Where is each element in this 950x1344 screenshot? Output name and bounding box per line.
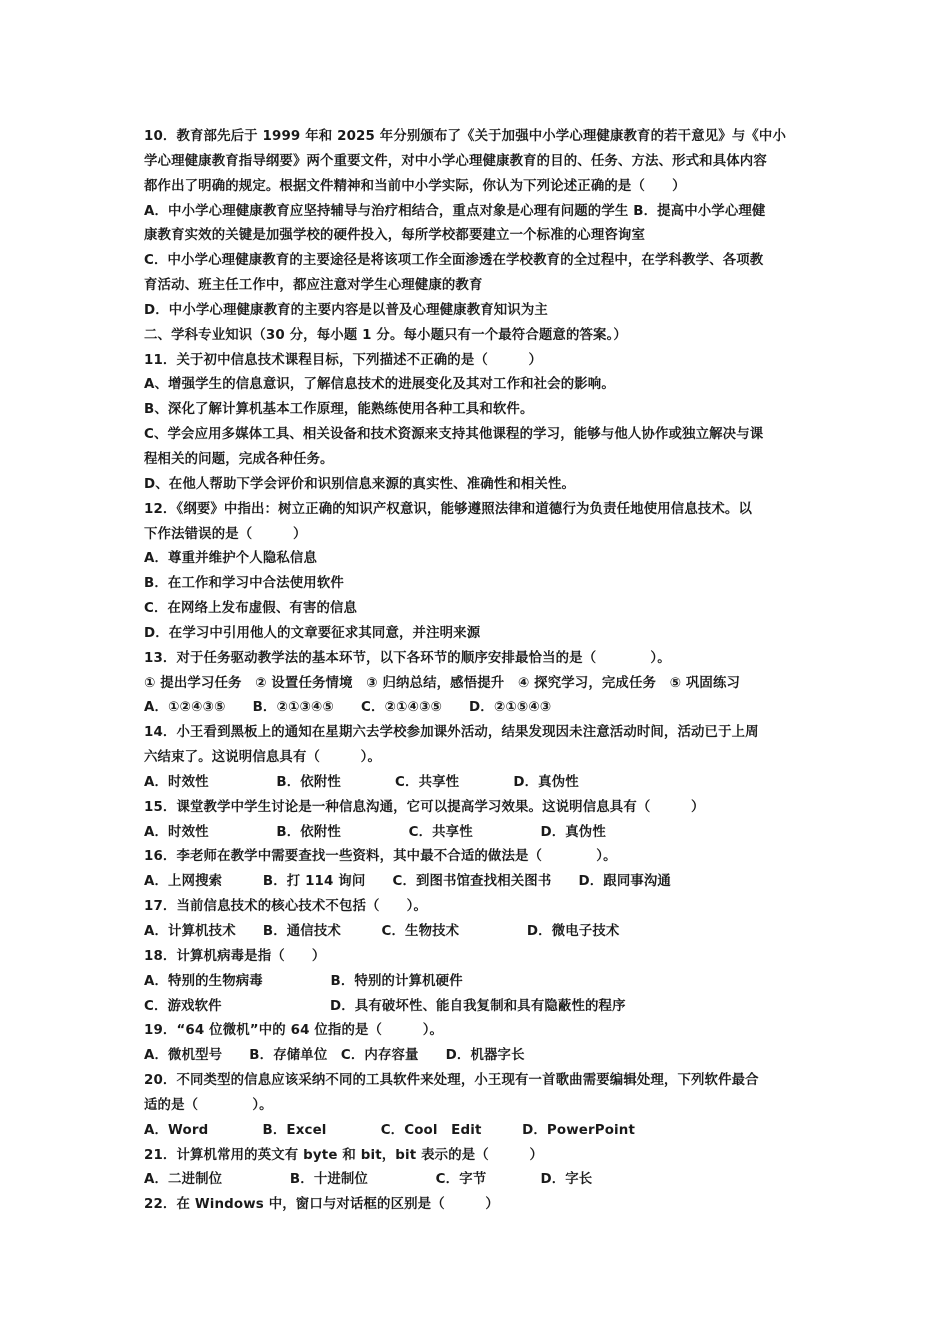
text-line: A．计算机技术 B．通信技术 C．生物技术 D．微电子技术 xyxy=(144,924,620,939)
text-line: 下作法错误的是（ ） xyxy=(144,526,307,542)
text-line: A．Word B．Excel C．Cool Edit D．PowerPoint xyxy=(144,1122,636,1138)
text-line: A．上网搜索 B．打 114 询问 C．到图书馆查找相关图书 D．跟同事沟通 xyxy=(144,874,671,890)
text-line: A．二进制位 B．十进制位 C．字节 D．字长 xyxy=(144,1172,593,1188)
text-line: D．中小学心理健康教育的主要内容是以普及心理健康教育知识为主 xyxy=(144,302,548,318)
text-line: 22．在 Windows 中，窗口与对话框的区别是（ ） xyxy=(144,1197,499,1213)
text-line: C．游戏软件 D．具有破坏性、能自我复制和具有隐蔽性的程序 xyxy=(144,998,626,1014)
text-line: 12．《纲要》中指出：树立正确的知识产权意识，能够遵照法律和道德行为负责任地使用信息技术。以 xyxy=(144,501,753,517)
text-line: C．在网络上发布虚假、有害的信息 xyxy=(144,601,358,617)
text-line: 学心理健康教育指导纲要》两个重要文件，对中小学心理健康教育的目的、任务、方法、形式和具体内容 xyxy=(144,153,767,169)
text-line: A．中小学心理健康教育应坚持辅导与治疗相结合，重点对象是心理有问题的学生 B．提高中小学心理健 xyxy=(144,203,766,219)
text-line: 14．小王看到黑板上的通知在星期六去学校参加课外活动，结果发现因未注意活动时间，活动已于上周 xyxy=(144,725,759,741)
section-heading: 二、学科专业知识（30 分，每小题 1 分。每小题只有一个最符合题意的答案。） xyxy=(144,327,627,343)
text-line: D．在学习中引用他人的文章要征求其同意，并注明来源 xyxy=(144,625,481,641)
text-line: 适的是（ ）。 xyxy=(144,1097,273,1113)
text-line: 17．当前信息技术的核心技术不包括（ ）。 xyxy=(144,899,428,915)
text-line: 11．关于初中信息技术课程目标，下列描述不正确的是（ ） xyxy=(144,352,543,368)
text-line: A．时效性 B．依附性 C．共享性 D．真伪性 xyxy=(144,774,579,790)
text-line: 育活动、班主任工作中，都应注意对学生心理健康的教育 xyxy=(144,278,483,294)
text-line: 康教育实效的关键是加强学校的硬件投入，每所学校都要建立一个标准的心理咨询室 xyxy=(144,228,646,244)
text-line: A．时效性 B．依附性 C．共享性 D．真伪性 xyxy=(144,824,606,840)
text-line: C．中小学心理健康教育的主要途径是将该项工作全面渗透在学校教育的全过程中，在学科教学、各项教 xyxy=(144,253,764,269)
text-line: 18．计算机病毒是指（ ） xyxy=(144,948,326,964)
text-line: ① 提出学习任务 ② 设置任务情境 ③ 归纳总结，感悟提升 ④ 探究学习，完成任务 ⑤ 巩固练习 xyxy=(144,675,741,691)
text-line: 19．“64 位微机”中的 64 位指的是（ ）。 xyxy=(144,1023,444,1039)
text-line: A．特别的生物病毒 B．特别的计算机硬件 xyxy=(144,973,463,989)
text-line: D、在他人帮助下学会评价和识别信息来源的真实性、准确性和相关性。 xyxy=(144,476,576,492)
text-line: 20．不同类型的信息应该采纳不同的工具软件来处理，小王现有一首歌曲需要编辑处理，下列软件最合 xyxy=(144,1073,759,1089)
text-line: 10．教育部先后于 1999 年和 2025 年分别颁布了《关于加强中小学心理健康教育的若干意见》与《中小 xyxy=(144,129,787,144)
text-line: A．①②④③⑤ B．②①③④⑤ C．②①④③⑤ D．②①⑤④③ xyxy=(144,700,552,716)
text-line: A、增强学生的信息意识，了解信息技术的进展变化及其对工作和社会的影响。 xyxy=(144,377,615,393)
text-line: 13．对于任务驱动教学法的基本环节，以下各环节的顺序安排最恰当的是（ ）。 xyxy=(144,650,671,666)
text-line: 程相关的问题，完成各种任务。 xyxy=(144,451,334,467)
text-line: A．微机型号 B．存储单位 C．内存容量 D．机器字长 xyxy=(144,1048,525,1064)
text-line: 六结束了。这说明信息具有（ ）。 xyxy=(144,750,382,766)
text-line: 21．计算机常用的英文有 byte 和 bit，bit 表示的是（ ） xyxy=(144,1147,543,1163)
text-line: B．在工作和学习中合法使用软件 xyxy=(144,576,344,592)
text-line: 16．李老师在教学中需要查找一些资料，其中最不合适的做法是（ ）。 xyxy=(144,849,617,865)
text-line: 都作出了明确的规定。根据文件精神和当前中小学实际，你认为下列论述正确的是（ ） xyxy=(144,178,686,194)
text-line: 15．课堂教学中学生讨论是一种信息沟通，它可以提高学习效果。这说明信息具有（ ） xyxy=(144,799,705,815)
text-line: A．尊重并维护个人隐私信息 xyxy=(144,551,317,567)
document-body xyxy=(144,125,814,1218)
text-line: B、深化了解计算机基本工作原理，能熟练使用各种工具和软件。 xyxy=(144,402,534,418)
text-line: C、学会应用多媒体工具、相关设备和技术资源来支持其他课程的学习，能够与他人协作或独立解决与课 xyxy=(144,427,764,443)
